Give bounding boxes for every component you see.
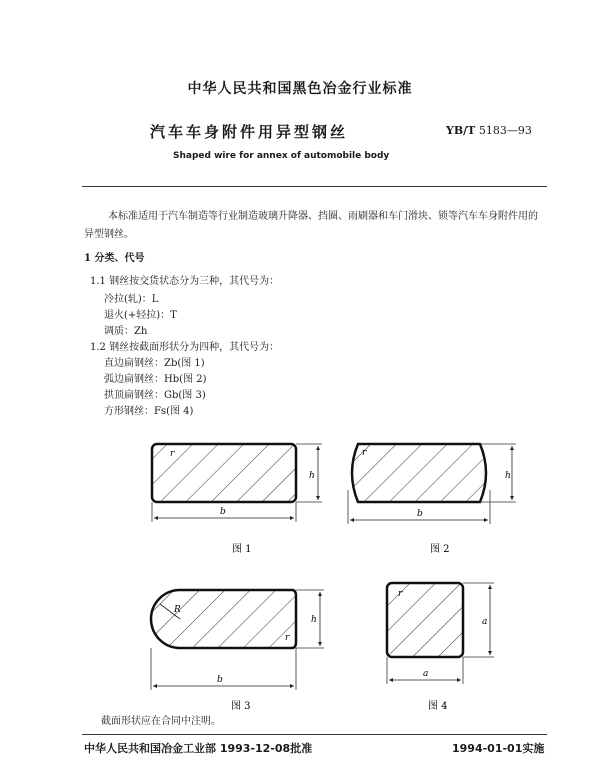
fig3-width-label: b: [217, 675, 223, 685]
figure-2-caption: 图 2: [430, 544, 450, 555]
document-title: 汽车车身附件用异型钢丝: [150, 123, 349, 141]
section-shape-item: 方形钢丝：Fs(图 4): [104, 406, 194, 417]
approval-info: 中华人民共和国冶金工业部 1993-12-08批准: [84, 742, 313, 755]
delivery-state-item: 冷拉(轧)：L: [104, 294, 159, 305]
fig2-height-label: h: [505, 471, 511, 481]
fig4-corner-label: r: [398, 589, 403, 599]
clause-1-2: 1.2 钢丝按截面形状分为四种，其代号为：: [90, 342, 280, 353]
section-1-heading: 1 分类、代号: [84, 253, 145, 264]
fig1-corner-label: r: [170, 449, 175, 459]
fig2-corner-label: r: [362, 448, 367, 458]
section-shape-item: 弧边扁钢丝：Hb(图 2): [104, 374, 207, 385]
section-shape-item: 直边扁钢丝：Zb(图 1): [104, 358, 205, 369]
english-title: Shaped wire for annex of automobile body: [173, 151, 390, 161]
figure-1-flat-wire-straight-edge: [152, 444, 322, 522]
fig1-width-label: b: [220, 507, 226, 517]
figure-3-flat-wire-arched-top: [151, 590, 324, 690]
standard-code: 5183—93: [478, 124, 532, 137]
fig4-height-label: a: [482, 617, 488, 627]
standard-prefix: YB/T: [446, 124, 476, 137]
figure-2-flat-wire-arc-edge: [348, 444, 516, 524]
section-shape-note: 截面形状应在合同中注明。: [101, 716, 221, 727]
intro-paragraph-line1: 本标准适用于汽车制造等行业制造玻璃升降器、挡圈、雨刷器和车门滑块、锁等汽车车身附件用的: [108, 211, 538, 222]
figure-4-caption: 图 4: [428, 701, 448, 712]
figure-3-caption: 图 3: [231, 701, 251, 712]
intro-paragraph-line2: 异型钢丝。: [84, 229, 134, 240]
clause-1-1: 1.1 钢丝按交货状态分为三种，其代号为：: [90, 276, 280, 287]
fig3-corner-label: r: [285, 633, 290, 643]
fig1-height-label: h: [309, 471, 315, 481]
fig3-arc-label: R: [174, 605, 181, 615]
fig3-height-label: h: [311, 615, 317, 625]
fig2-width-label: b: [417, 509, 423, 519]
delivery-state-item: 调质：Zh: [104, 326, 148, 337]
issuing-organization: 中华人民共和国黑色冶金行业标准: [187, 81, 413, 97]
figure-1-caption: 图 1: [232, 544, 252, 555]
footer-divider: [82, 734, 547, 735]
section-shape-item: 拱顶扁钢丝：Gb(图 3): [104, 390, 206, 401]
implementation-date: 1994-01-01实施: [452, 742, 545, 755]
fig4-width-label: a: [423, 669, 429, 679]
delivery-state-item: 退火(+轻拉)：T: [104, 310, 177, 321]
figure-4-square-wire: [387, 583, 494, 684]
